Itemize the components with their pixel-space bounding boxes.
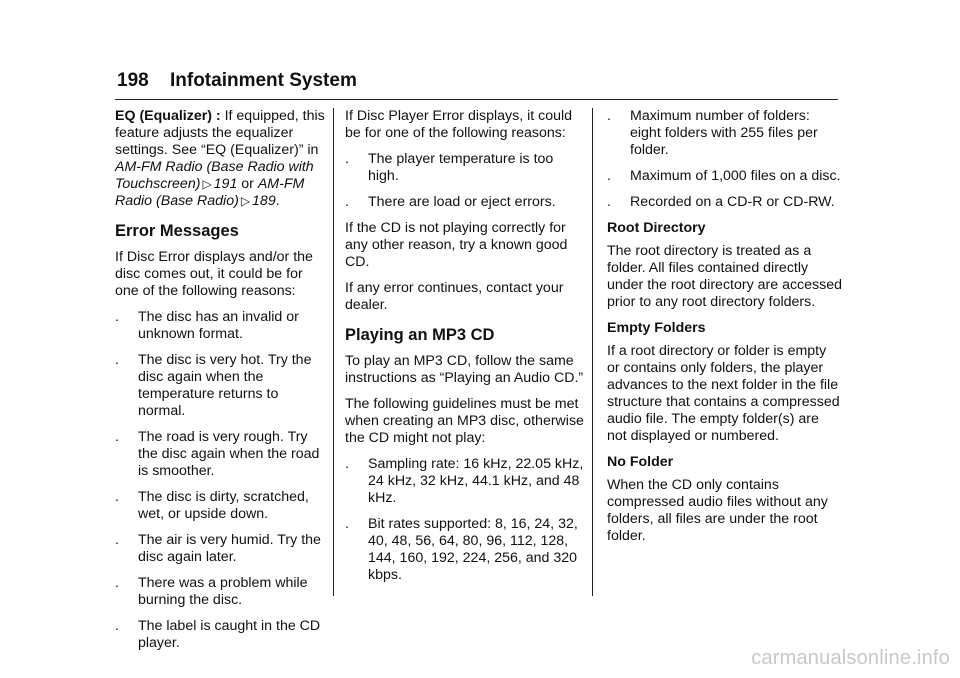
guidelines-list <box>345 456 585 584</box>
player-reasons-list <box>345 151 585 211</box>
eq-ref1-page[interactable]: 191 <box>213 176 238 192</box>
bullet: . <box>607 194 611 210</box>
eq-ref2-page[interactable]: 189 <box>252 193 276 209</box>
eq-ref1-link[interactable]: AM-FM Radio (Base Radio with Touchscreen) <box>115 159 314 192</box>
list-item <box>345 516 585 584</box>
not-playing-text: If the CD is not playing correctly for any other reason, try a known good CD. <box>345 220 568 270</box>
list-item-text: The air is very humid. Try the disc again later. <box>138 532 321 565</box>
eq-end: . <box>275 193 280 209</box>
page-header <box>117 70 357 92</box>
list-item-text: There are load or eject errors. <box>368 194 556 210</box>
list-item-text: The player temperature is too high. <box>368 151 554 184</box>
bullet: . <box>115 429 119 445</box>
eq-or: or <box>237 176 258 192</box>
list-item <box>345 456 585 507</box>
bullet: . <box>345 516 349 532</box>
header-rule <box>115 99 838 100</box>
list-item-text: Maximum of 1,000 files on a disc. <box>630 168 841 184</box>
list-item-text: The label is caught in the CD player. <box>138 618 321 651</box>
triangle-right-icon: ▷ <box>202 177 212 191</box>
bullet: . <box>345 456 349 472</box>
list-item-text: Maximum number of folders: eight folders with 255 files per folder. <box>630 108 818 158</box>
list-item <box>115 575 325 609</box>
list-item-text: The disc has an invalid or unknown format. <box>138 309 299 342</box>
bullet: . <box>345 194 349 210</box>
triangle-right-icon: ▷ <box>240 194 251 208</box>
list-item <box>115 429 325 480</box>
error-messages-heading: Error Messages <box>115 222 239 240</box>
contact-dealer-text: If any error continues, contact your dealer. <box>345 280 564 313</box>
column-3 <box>607 108 842 554</box>
list-item-text: Recorded on a CD-R or CD-RW. <box>630 194 835 210</box>
list-item <box>115 352 325 420</box>
bullet: . <box>607 168 611 184</box>
eq-paragraph <box>115 108 325 210</box>
column-1 <box>115 108 325 661</box>
mp3-intro: To play an MP3 CD, follow the same instructions as “Playing an Audio CD.” <box>345 353 584 386</box>
watermark: carmanualsonline.info <box>751 647 950 669</box>
bullet: . <box>115 532 119 548</box>
eq-ref2-link[interactable]: AM-FM Radio (Base Radio) <box>115 176 305 209</box>
root-directory-text: The root directory is treated as a folder. All files contained directly under the root directory are accessed prior to any root directory folders. <box>607 243 843 310</box>
mp3-heading: Playing an MP3 CD <box>345 326 495 344</box>
limits-list <box>607 108 842 211</box>
column-2 <box>345 108 585 593</box>
no-folder-text: When the CD only contains compressed audio files without any folders, all files are under the root folder. <box>607 477 828 544</box>
list-item <box>115 532 325 566</box>
bullet: . <box>115 489 119 505</box>
page-number: 198 <box>117 70 149 91</box>
eq-text: If equipped, this feature adjusts the equalizer settings. See “EQ (Equalizer)” in <box>115 108 325 158</box>
no-folder-heading: No Folder <box>607 454 674 470</box>
error-intro: If Disc Error displays and/or the disc comes out, it could be for one of the following reasons: <box>115 249 313 299</box>
list-item-text: The road is very rough. Try the disc again when the road is smoother. <box>138 429 320 479</box>
eq-label: EQ (Equalizer) : <box>115 108 221 124</box>
column-divider-1 <box>333 108 334 596</box>
list-item-text: The disc is very hot. Try the disc again when the temperature returns to normal. <box>138 352 312 419</box>
bullet: . <box>607 108 611 124</box>
list-item <box>345 151 585 185</box>
list-item <box>607 194 842 211</box>
list-item-text: There was a problem while burning the disc. <box>138 575 308 608</box>
bullet: . <box>115 618 119 634</box>
list-item <box>115 489 325 523</box>
bullet: . <box>115 309 119 325</box>
list-item <box>345 194 585 211</box>
error-reasons-list <box>115 309 325 652</box>
guidelines-intro: The following guidelines must be met when creating an MP3 disc, otherwise the CD might not play: <box>345 396 584 446</box>
list-item-text: The disc is dirty, scratched, wet, or upside down. <box>138 489 309 522</box>
bullet: . <box>115 575 119 591</box>
list-item <box>607 108 842 159</box>
section-title: Infotainment System <box>169 70 357 91</box>
bullet: . <box>115 352 119 368</box>
column-divider-2 <box>592 108 593 596</box>
bullet: . <box>345 151 349 167</box>
empty-folders-heading: Empty Folders <box>607 320 706 336</box>
list-item <box>607 168 842 185</box>
root-directory-heading: Root Directory <box>607 220 706 236</box>
list-item <box>115 309 325 343</box>
empty-folders-text: If a root directory or folder is empty or contains only folders, the player advances to the next folder in the file structure that contains a compressed audio file. The empty folder(s) are not displayed or numbered. <box>607 343 840 444</box>
list-item-text: Bit rates supported: 8, 16, 24, 32, 40, 48, 56, 64, 80, 96, 112, 128, 144, 160, 192, 224, 256, and 320 kbps. <box>368 516 578 583</box>
list-item-text: Sampling rate: 16 kHz, 22.05 kHz, 24 kHz, 32 kHz, 44.1 kHz, and 48 kHz. <box>368 456 584 506</box>
list-item <box>115 618 325 652</box>
player-error-intro: If Disc Player Error displays, it could be for one of the following reasons: <box>345 108 573 141</box>
